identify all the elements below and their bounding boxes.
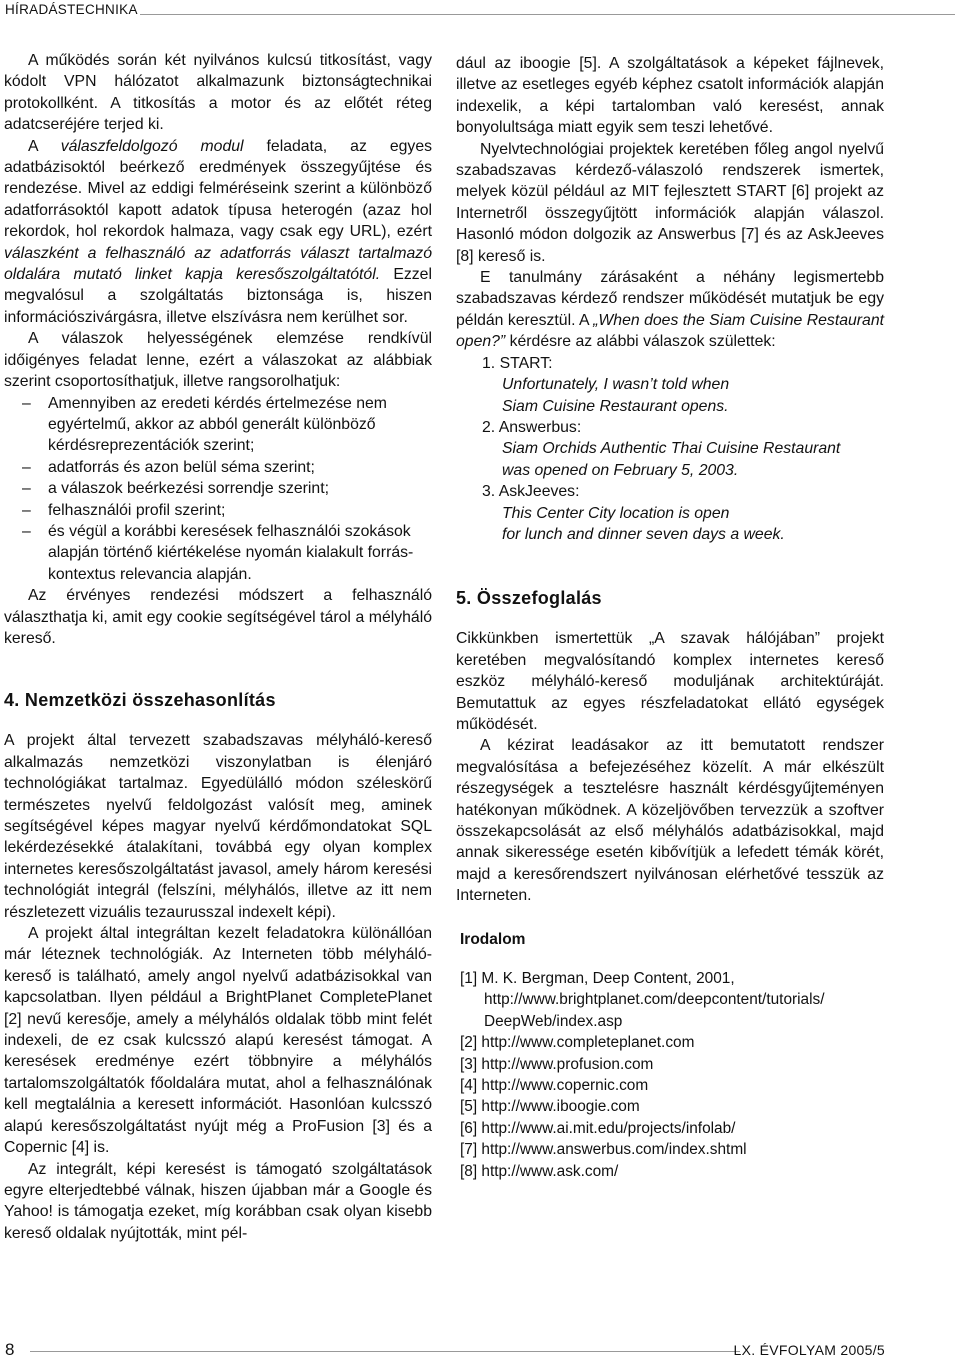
paragraph: A kézirat leadásakor az itt bemutatott rendszer megvalósítása a befejezéséhez közelít. A már elkészült részegységek a tesztelésre használt kérdésgyűjteményen hatékonyan működnek. A közeljövőben tervezzük a szoftver összekapcsolását az első mélyhálós adatbázisokkal, majd annak sikeressége esetén kibővítjük a lefedett témák körét, majd a keresőrendszert nyilvánosan elérhetővé tesszük az Interneten.: [456, 737, 884, 905]
dash-bullet: –: [22, 458, 31, 476]
paragraph: A válaszok helyességének elemzése rendkívül időigényes feladat lenne, ezért a válaszokat az alábbiak szerint csoportosíthatjuk, illetve rangsorolhatjuk:: [4, 330, 432, 391]
running-footer: [0, 1340, 960, 1364]
section-heading: 4. Nemzetközi összehasonlítás: [4, 690, 276, 711]
paragraph: [456, 267, 884, 353]
dash-bullet: –: [22, 394, 31, 412]
references-heading: Irodalom: [460, 930, 526, 948]
answer-line: Unfortunately, I wasn’t told when: [502, 376, 730, 394]
answer-label: 2. Answerbus:: [482, 418, 582, 436]
text-run: A: [28, 137, 61, 155]
answer-line: Siam Orchids Authentic Thai Cuisine Restaurant: [502, 440, 841, 458]
answer-line: This Center City location is open: [502, 504, 730, 522]
list-item: [22, 478, 432, 499]
answer-item: [456, 353, 884, 417]
list-item-text: a válaszok beérkezési sorrendje szerint;: [48, 480, 329, 498]
paragraph: Az integrált, képi keresést is támogató szolgáltatások egyre elterjedtebbé válnak, hiszen újabban már a Google és Yahoo! is támogatja ezeket, míg korábban csak olyan kisebb kereső oldalak nyújtották, mint pél-: [4, 1160, 432, 1242]
list-item: [22, 457, 432, 478]
reference-item: [2] http://www.completeplanet.com: [460, 1034, 695, 1052]
reference-item: [5] http://www.iboogie.com: [460, 1098, 640, 1116]
paragraph: Cikkünkben ismertettük „A szavak hálójában” projekt keretében megvalósítandó komplex internetes kereső eszköz mélyháló-kereső moduljának architektúráját. Bemutattuk az egyes részfeladatokat ellátó egységek működését.: [456, 630, 884, 733]
answer-label: 3. AskJeeves:: [482, 483, 580, 501]
answer-label: 1. START:: [482, 354, 553, 372]
list-item-text: adatforrás és azon belül séma szerint;: [48, 458, 315, 476]
list-item: [22, 500, 432, 521]
answers-list: [456, 353, 884, 546]
list-item-text: Amennyiben az eredeti kérdés értelmezése nem egyértelmű, akkor az abból generált különböző kérdésreprezentációk szerint;: [48, 394, 387, 455]
reference-item: [6] http://www.ai.mit.edu/projects/infolab/: [460, 1119, 736, 1137]
list-item-text: felhasználói profil szerint;: [48, 501, 226, 519]
dash-bullet: –: [22, 501, 31, 519]
answer-line: was opened on February 5, 2003.: [502, 461, 739, 479]
paragraph: A projekt által integráltan kezelt feladatokra különállóan már léteznek technológiák. Az Interneten több mélyháló-kereső is található, amely angol nyelvű adatbázisokkal van kapcsolatban. Ilyen például a BrightPlanet CompletePlanet [2] nevű keresője, amely a mélyhálós oldalak több mint felét indexeli, de ez csak kulcsszó alapú keresést támogat. A keresések eredménye ezért többnyire a mélyhálós tartalomszolgáltatók főoldalára mutat, ahol a felhasználónak kell megtalálnia a keresett információt. Hasonlóan kulcsszó alapú keresőszolgáltatást nyújt még a ProFusion [3] és a Copernic [4] is.: [4, 925, 432, 1157]
reference-item: [8] http://www.ask.com/: [460, 1162, 619, 1180]
emphasis: válaszként a felhasználó az adatforrás választ tartalmazó oldalára mutató linket kapja keresőszolgáltatótól.: [4, 244, 432, 284]
answer-line: for lunch and dinner seven days a week.: [502, 525, 785, 543]
issue-label: LX. ÉVFOLYAM 2005/5: [733, 1342, 885, 1358]
reference-item: [1] M. K. Bergman, Deep Content, 2001, http://www.brightplanet.com/deepcontent/tutorials/ DeepWeb/index.asp: [460, 970, 825, 1030]
right-column: [456, 53, 884, 1182]
text-run: kérdésre az alábbi válaszok születtek:: [505, 333, 776, 351]
dash-bullet: –: [22, 522, 31, 540]
text-run: feladata, az egyes adatbázisoktól beérkező eredmények összegyűjtése és rendezése. Mivel az eddigi felméréseink szerint a különböző adatforrásoktól kapott adatok típusa heterogén (azaz hol rekordok, hol rekordok halmaza, vagy csak egy URL), ezért: [4, 137, 433, 241]
paragraph: A projekt által tervezett szabadszavas mélyháló-kereső alkalmazás nemzetközi viszonylatban is élenjáró technológiákat tartalmaz. Egyedülálló módon széleskörű természetes nyelvű feldolgozást valósít meg, aminek segítségével képes magyar nyelvű kérdőmondatokat SQL lekérdezésekké átalakítani, továbbá egy olyan komplex internetes keresőszolgáltatást javasol, amely három keresési technológiát integrál (felszíni, mélyhálós, illetve az itt nem részletezett vizuális tezaurusszal indexelt képi).: [4, 732, 432, 921]
answer-item: [456, 417, 884, 481]
paragraph: dául az iboogie [5]. A szolgáltatások a képeket fájlnevek, illetve az esetleges egyéb képhez csatolt információk alapján indexelik, a képi tartalomban való keresést, annak bonyolultsága miatt egyik sem teszi lehetővé.: [456, 55, 884, 137]
journal-title: HÍRADÁSTECHNIKA: [5, 2, 138, 17]
dash-bullet: –: [22, 480, 31, 498]
section-heading: 5. Összefoglalás: [456, 588, 602, 609]
reference-item: [4] http://www.copernic.com: [460, 1077, 649, 1095]
paragraph: Az érvényes rendezési módszert a felhasználó választhatja ki, amit egy cookie segítségével tárol a mélyháló kereső.: [4, 587, 432, 647]
running-header: [0, 0, 960, 20]
list-item: [22, 393, 432, 457]
paragraph: A működés során két nyilvános kulcsú titkosítást, vagy kódolt VPN hálózatot alkalmazunk biztonságtechnikai protokollként. A titkosítás a motor és az előtét réteg adatcseréjére terjed ki.: [4, 52, 432, 134]
page-number: 8: [5, 1340, 15, 1359]
text-run: E tanulmány zárásaként a néhány legismertebb szabadszavas kérdező rendszer működését mutatjuk be egy példán keresztül. A: [456, 269, 884, 329]
emphasis: „When does the Siam Cuisine Restaurant open?”: [456, 311, 884, 351]
reference-item: [7] http://www.answerbus.com/index.shtml: [460, 1141, 747, 1159]
paragraph: [4, 136, 432, 329]
left-column: [4, 50, 432, 1244]
references-list: [456, 968, 884, 1182]
footer-rule: [30, 1351, 740, 1352]
list-item-text: és végül a korábbi keresések felhasználói szokások alapján történő kiértékelése nyomán kialakult forrás-kontextus relevancia alapján.: [48, 522, 414, 583]
text-run: Ezzel megvalósul a szolgáltatás biztonsága is, hiszen információszivárgásra, illetve elszívásra nem kerülhet sor.: [4, 266, 432, 326]
list-item: [22, 521, 432, 585]
answer-item: [456, 481, 884, 545]
criteria-list: [4, 393, 432, 586]
emphasis: válaszfeldolgozó modul: [60, 137, 244, 155]
paragraph: Nyelvtechnológiai projektek keretében főleg angol nyelvű szabadszavas kérdező-válaszoló rendszerek ismertek, melyek közül például az MIT fejlesztett START [6] projekt az Internetről összegyűjtött információk alapján válaszol. Hasonló módon dolgozik az Answerbus [7] és az AskJeeves [8] kereső is.: [456, 140, 884, 265]
header-rule: [140, 14, 955, 15]
answer-line: Siam Cuisine Restaurant opens.: [502, 397, 729, 415]
reference-item: [3] http://www.profusion.com: [460, 1055, 654, 1073]
